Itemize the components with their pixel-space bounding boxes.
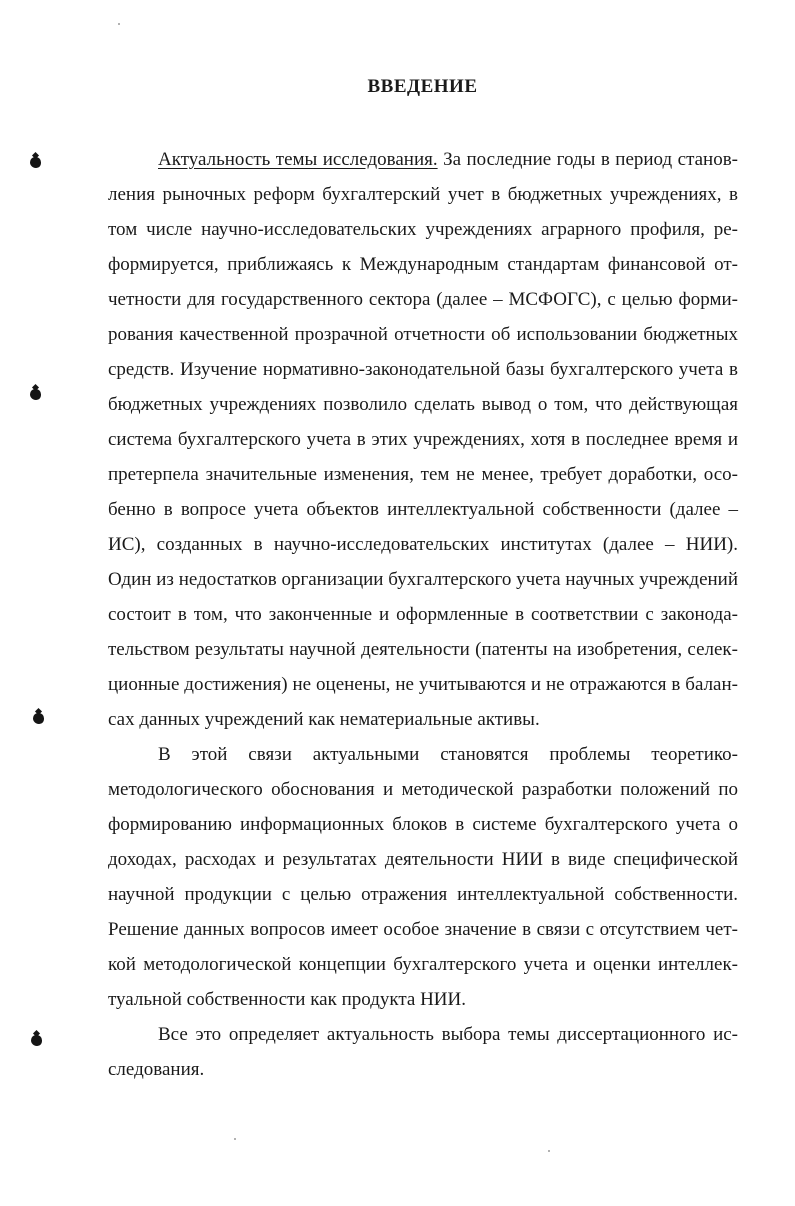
text-line: состоит в том, что законченные и оформленные в соответствии с законода- [108,604,738,625]
text-line: методологического обоснования и методической разработки положений по [108,779,738,800]
text-line: следования. [108,1059,205,1080]
text-line [158,148,738,172]
text-line: ционные достижения) не оценены, не учитываются и не отражаются в балан- [108,674,738,695]
text-line: туальной собственности как продукта НИИ. [108,989,466,1010]
text-line: бенно в вопросе учета объектов интеллектуальной собственности (далее – [108,499,738,520]
text-line: кой методологической концепции бухгалтерского учета и оценки интеллек- [108,954,738,975]
text-line: Один из недостатков организации бухгалтерского учета научных учреждений [108,569,738,590]
text-line: четности для государственного сектора (далее – МСФОГС), с целью форми- [108,289,738,310]
text-line: ления рыночных реформ бухгалтерский учет в бюджетных учреждениях, в [108,184,738,205]
text-line: формируется, приближаясь к Международным стандартам финансовой от- [108,254,738,275]
scan-speck [234,1138,236,1140]
text-line: рования качественной прозрачной отчетности об использовании бюджетных [108,324,738,345]
text-line: тельством результаты научной деятельности (патенты на изобретения, селек- [108,639,738,660]
text-line: Решение данных вопросов имеет особое значение в связи с отсутствием чет- [108,919,738,940]
text-line: том числе научно-исследовательских учреждениях аграрного профиля, ре- [108,219,738,240]
line-rest: За последние годы в период станов- [443,149,739,170]
text-line: Все это определяет актуальность выбора темы диссертационного ис- [158,1024,738,1045]
underlined-lead: Актуальность темы исследования. [158,149,438,170]
text-line: В этой связи актуальными становятся проблемы теоретико- [158,744,738,765]
punch-hole-icon [30,157,41,168]
text-line: доходах, расходах и результатах деятельности НИИ в виде специфической [108,849,738,870]
text-line: претерпела значительные изменения, тем не менее, требует доработки, осо- [108,464,738,485]
text-line: сах данных учреждений как нематериальные активы. [108,709,540,730]
scan-speck [118,23,120,25]
text-line: ИС), созданных в научно-исследовательских институтах (далее – НИИ). [108,534,738,555]
page-title: ВВЕДЕНИЕ [367,76,478,97]
text-line: научной продукции с целью отражения интеллектуальной собственности. [108,884,738,905]
text-line: формированию информационных блоков в системе бухгалтерского учета о [108,814,738,835]
punch-hole-icon [31,1035,42,1046]
punch-hole-icon [30,389,41,400]
scan-speck [548,1150,550,1152]
text-line: средств. Изучение нормативно-законодательной базы бухгалтерского учета в [108,359,738,380]
text-line: система бухгалтерского учета в этих учреждениях, хотя в последнее время и [108,429,738,450]
punch-hole-icon [33,713,44,724]
text-line: бюджетных учреждениях позволило сделать вывод о том, что действующая [108,394,738,415]
